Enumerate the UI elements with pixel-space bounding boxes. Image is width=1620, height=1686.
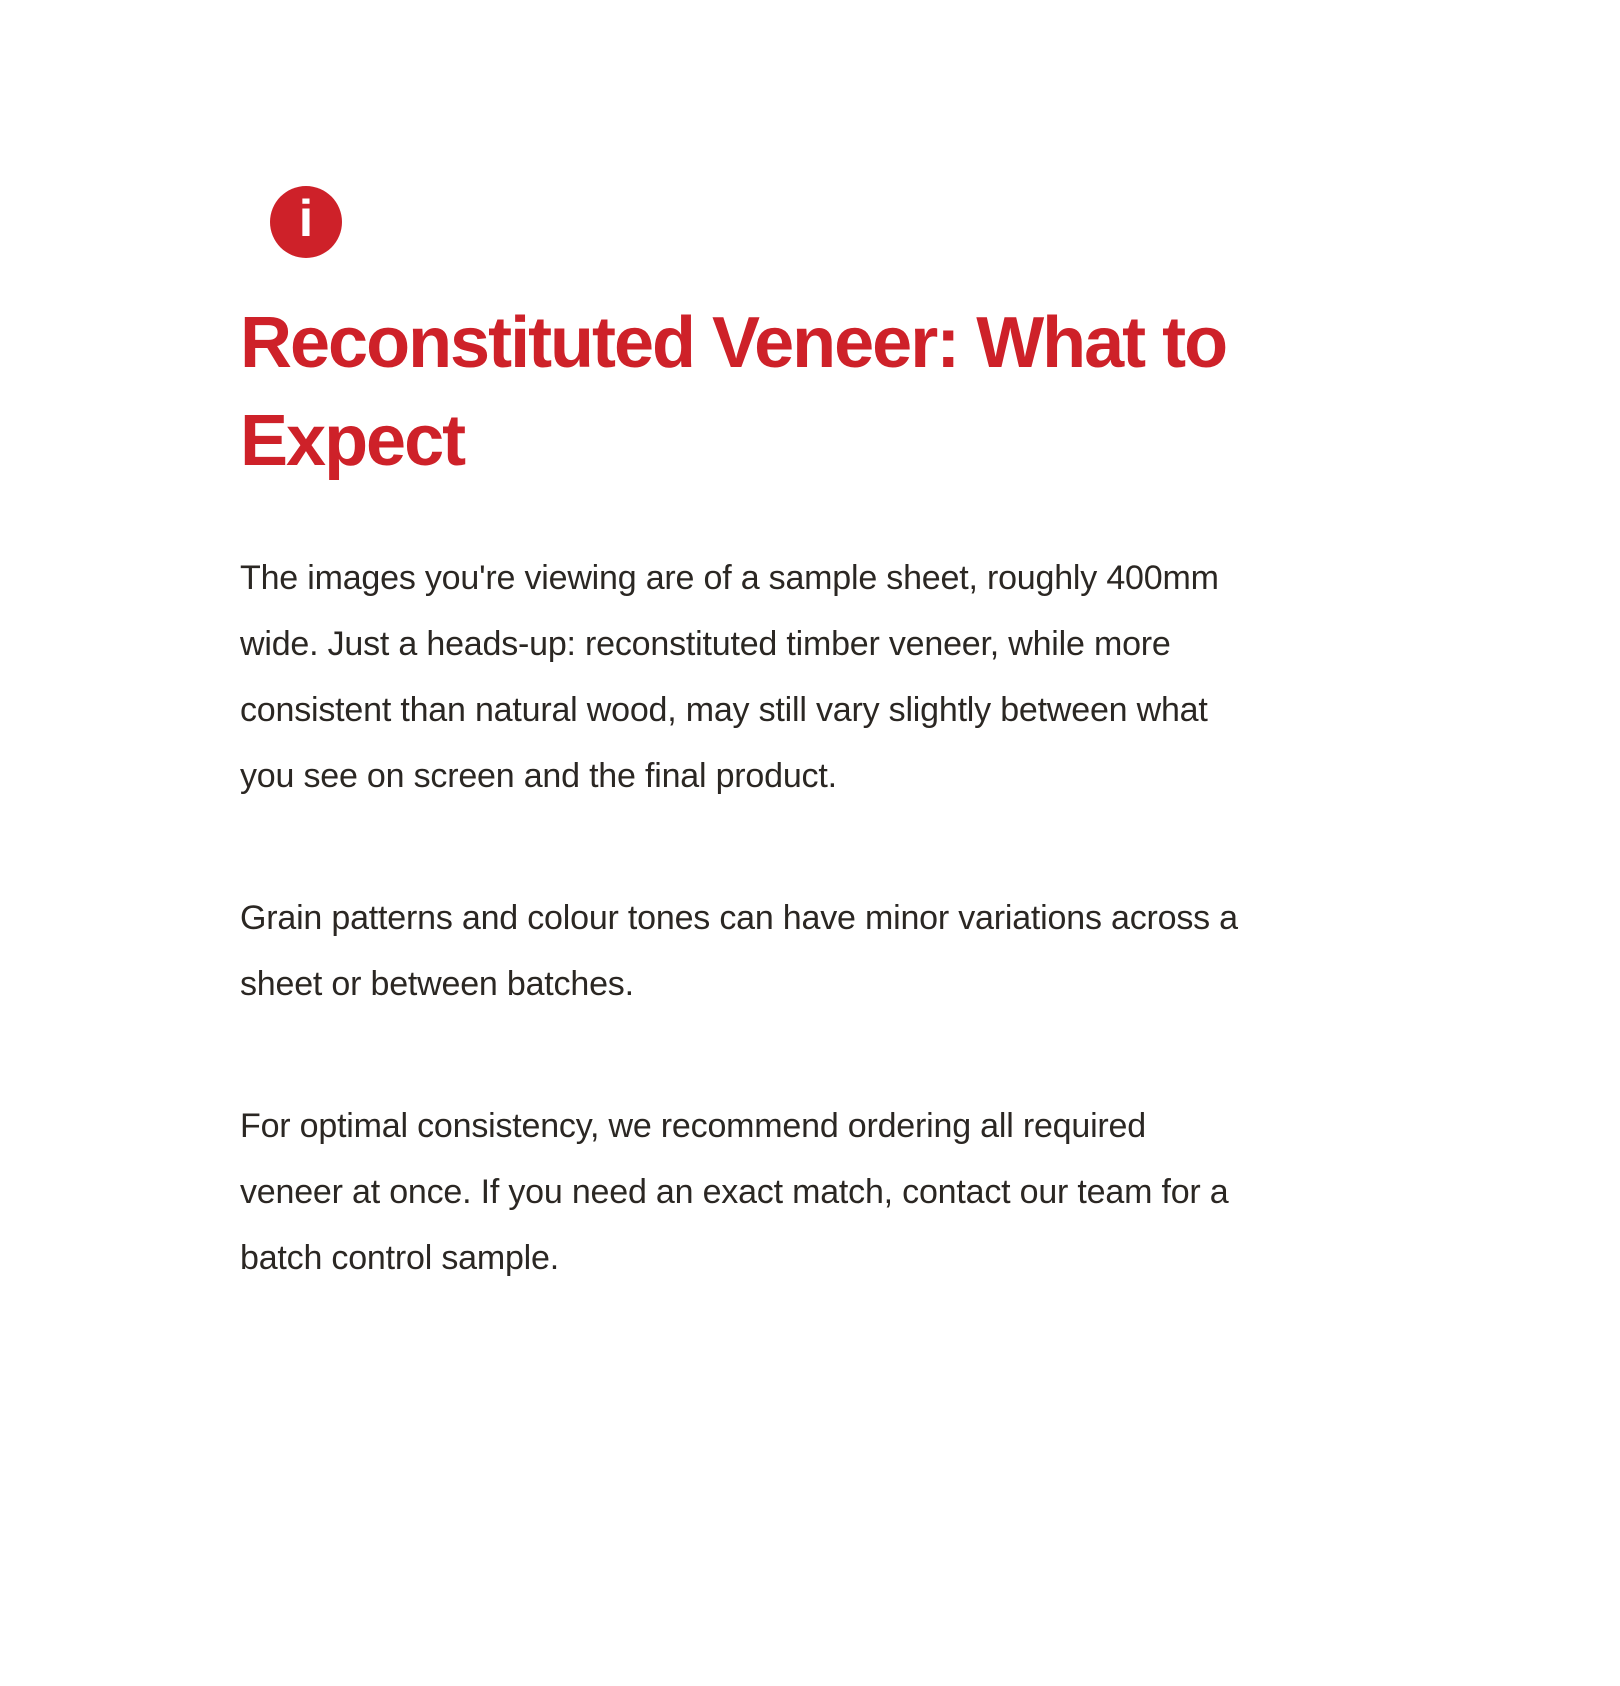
body-copy <box>240 545 1280 1291</box>
info-icon-glyph: i <box>298 190 314 248</box>
paragraph-sample-sheet: The images you're viewing are of a sample sheet, roughly 400mm wide. Just a heads-up: reconstituted timber veneer, while more consistent than natural wood, may still vary slightly between what you see on screen and the final product. <box>240 559 1219 795</box>
paragraph-grain-variations: Grain patterns and colour tones can have minor variations across a sheet or between batches. <box>240 899 1238 1003</box>
info-icon <box>270 186 342 258</box>
section-heading: Reconstituted Veneer: What to Expect <box>240 303 1227 481</box>
paragraph-order-recommendation: For optimal consistency, we recommend ordering all required veneer at once. If you need an exact match, contact our team for a batch control sample. <box>240 1107 1229 1277</box>
